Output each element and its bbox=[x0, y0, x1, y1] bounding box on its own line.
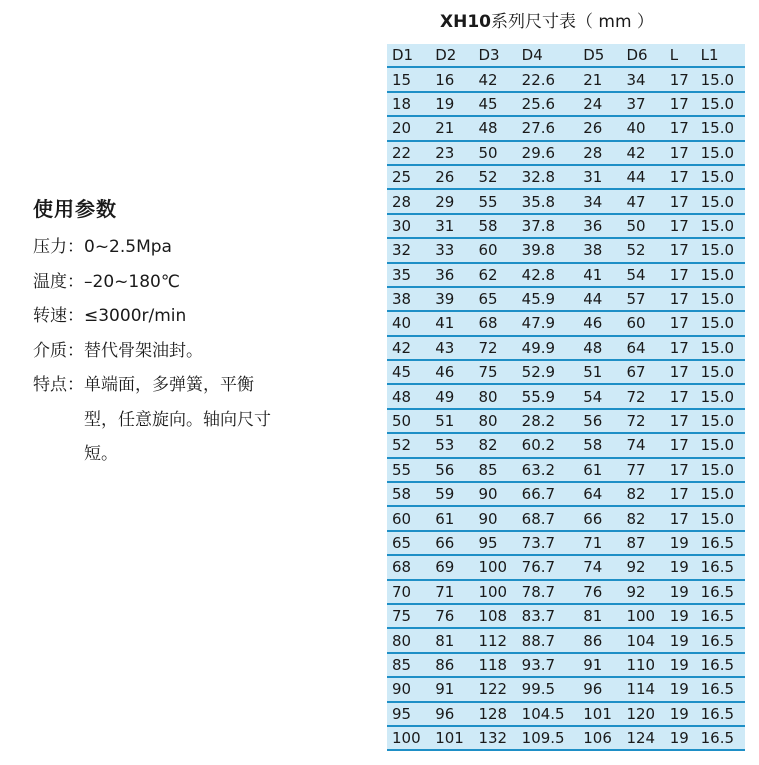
table-cell-d3: 80 bbox=[473, 384, 516, 408]
table-cell-d1: 38 bbox=[387, 287, 430, 311]
column-header-d6: D6 bbox=[621, 44, 664, 67]
table-cell-l: 19 bbox=[665, 604, 696, 628]
table-cell-l: 17 bbox=[665, 238, 696, 262]
table-cell-d3: 82 bbox=[473, 433, 516, 457]
table-cell-d4: 73.7 bbox=[517, 531, 579, 555]
column-header-l1: L1 bbox=[696, 44, 745, 67]
table-row bbox=[387, 165, 745, 189]
table-cell-d3: 50 bbox=[473, 141, 516, 165]
param-speed bbox=[33, 299, 353, 334]
table-cell-d2: 29 bbox=[430, 189, 473, 213]
table-cell-d5: 76 bbox=[578, 580, 621, 604]
table-cell-l: 17 bbox=[665, 360, 696, 384]
table-row bbox=[387, 677, 745, 701]
table-body bbox=[387, 67, 745, 750]
table-cell-d1: 60 bbox=[387, 506, 430, 530]
table-row bbox=[387, 702, 745, 726]
table-cell-l: 17 bbox=[665, 287, 696, 311]
table-cell-l: 19 bbox=[665, 628, 696, 652]
table-cell-d6: 54 bbox=[621, 263, 664, 287]
dimension-table bbox=[387, 44, 745, 751]
table-cell-l: 19 bbox=[665, 677, 696, 701]
table-row bbox=[387, 214, 745, 238]
table-cell-l1: 15.0 bbox=[696, 214, 745, 238]
table-cell-d1: 95 bbox=[387, 702, 430, 726]
table-cell-d5: 24 bbox=[578, 92, 621, 116]
table-cell-d5: 26 bbox=[578, 116, 621, 140]
table-cell-l: 19 bbox=[665, 702, 696, 726]
table-cell-l1: 15.0 bbox=[696, 336, 745, 360]
table-cell-d5: 54 bbox=[578, 384, 621, 408]
table-cell-d2: 101 bbox=[430, 726, 473, 750]
column-header-l: L bbox=[665, 44, 696, 67]
table-cell-l1: 15.0 bbox=[696, 141, 745, 165]
table-cell-d4: 25.6 bbox=[517, 92, 579, 116]
param-temperature bbox=[33, 265, 353, 300]
table-cell-d2: 21 bbox=[430, 116, 473, 140]
table-cell-d3: 132 bbox=[473, 726, 516, 750]
table-cell-l: 19 bbox=[665, 555, 696, 579]
table-cell-d4: 49.9 bbox=[517, 336, 579, 360]
table-cell-d1: 20 bbox=[387, 116, 430, 140]
table-cell-l: 19 bbox=[665, 580, 696, 604]
table-cell-d1: 25 bbox=[387, 165, 430, 189]
table-cell-l1: 15.0 bbox=[696, 360, 745, 384]
table-cell-d2: 81 bbox=[430, 628, 473, 652]
table-cell-l: 17 bbox=[665, 433, 696, 457]
table-cell-l: 17 bbox=[665, 263, 696, 287]
table-cell-d5: 64 bbox=[578, 482, 621, 506]
table-cell-d1: 15 bbox=[387, 67, 430, 91]
table-cell-l1: 15.0 bbox=[696, 116, 745, 140]
table-cell-d5: 48 bbox=[578, 336, 621, 360]
table-cell-d6: 100 bbox=[621, 604, 664, 628]
table-cell-d6: 57 bbox=[621, 287, 664, 311]
table-cell-d5: 38 bbox=[578, 238, 621, 262]
table-cell-d3: 60 bbox=[473, 238, 516, 262]
table-row bbox=[387, 506, 745, 530]
table-cell-l1: 15.0 bbox=[696, 92, 745, 116]
usage-params-list bbox=[33, 230, 353, 472]
table-cell-l1: 15.0 bbox=[696, 384, 745, 408]
table-cell-l: 19 bbox=[665, 726, 696, 750]
param-label: 温度： bbox=[33, 271, 84, 292]
table-cell-d3: 108 bbox=[473, 604, 516, 628]
table-cell-l1: 15.0 bbox=[696, 433, 745, 457]
table-cell-d6: 42 bbox=[621, 141, 664, 165]
column-header-d2: D2 bbox=[430, 44, 473, 67]
table-cell-d2: 36 bbox=[430, 263, 473, 287]
table-cell-d6: 82 bbox=[621, 482, 664, 506]
table-row bbox=[387, 482, 745, 506]
table-cell-d2: 53 bbox=[430, 433, 473, 457]
table-cell-l1: 15.0 bbox=[696, 311, 745, 335]
table-cell-d4: 60.2 bbox=[517, 433, 579, 457]
table-cell-d3: 45 bbox=[473, 92, 516, 116]
table-cell-l: 17 bbox=[665, 409, 696, 433]
table-cell-d6: 92 bbox=[621, 580, 664, 604]
table-cell-d1: 75 bbox=[387, 604, 430, 628]
table-cell-d6: 92 bbox=[621, 555, 664, 579]
table-row bbox=[387, 458, 745, 482]
table-cell-d1: 65 bbox=[387, 531, 430, 555]
table-cell-d1: 32 bbox=[387, 238, 430, 262]
table-cell-d3: 75 bbox=[473, 360, 516, 384]
table-cell-d1: 55 bbox=[387, 458, 430, 482]
table-cell-d3: 90 bbox=[473, 506, 516, 530]
table-cell-d1: 100 bbox=[387, 726, 430, 750]
param-value: ≤3000r/min bbox=[84, 306, 187, 326]
table-cell-d1: 68 bbox=[387, 555, 430, 579]
table-cell-d2: 19 bbox=[430, 92, 473, 116]
table-cell-d1: 52 bbox=[387, 433, 430, 457]
table-cell-d4: 66.7 bbox=[517, 482, 579, 506]
table-cell-d1: 42 bbox=[387, 336, 430, 360]
table-cell-d5: 81 bbox=[578, 604, 621, 628]
table-cell-l1: 16.5 bbox=[696, 531, 745, 555]
usage-params-title: 使用参数 bbox=[33, 197, 117, 221]
table-cell-d4: 109.5 bbox=[517, 726, 579, 750]
param-value: 0~2.5Mpa bbox=[84, 237, 172, 257]
table-row bbox=[387, 360, 745, 384]
table-cell-l1: 15.0 bbox=[696, 482, 745, 506]
table-row bbox=[387, 433, 745, 457]
table-title bbox=[440, 7, 654, 32]
table-cell-d6: 34 bbox=[621, 67, 664, 91]
table-cell-l1: 16.5 bbox=[696, 653, 745, 677]
table-cell-d6: 110 bbox=[621, 653, 664, 677]
table-cell-l: 17 bbox=[665, 336, 696, 360]
table-cell-d5: 71 bbox=[578, 531, 621, 555]
column-header-d4: D4 bbox=[517, 44, 579, 67]
table-cell-d6: 60 bbox=[621, 311, 664, 335]
table-cell-d4: 28.2 bbox=[517, 409, 579, 433]
table-cell-d5: 56 bbox=[578, 409, 621, 433]
param-value: –20~180℃ bbox=[84, 271, 180, 292]
column-header-d5: D5 bbox=[578, 44, 621, 67]
table-cell-d5: 61 bbox=[578, 458, 621, 482]
table-cell-d3: 112 bbox=[473, 628, 516, 652]
usage-params-section bbox=[33, 193, 353, 472]
table-cell-d5: 21 bbox=[578, 67, 621, 91]
table-cell-d1: 48 bbox=[387, 384, 430, 408]
table-cell-l1: 16.5 bbox=[696, 677, 745, 701]
table-cell-d5: 41 bbox=[578, 263, 621, 287]
table-cell-d6: 67 bbox=[621, 360, 664, 384]
table-row bbox=[387, 141, 745, 165]
table-cell-d6: 104 bbox=[621, 628, 664, 652]
table-cell-d1: 85 bbox=[387, 653, 430, 677]
param-features bbox=[33, 368, 353, 472]
table-row bbox=[387, 311, 745, 335]
param-value: 单端面，多弹簧，平衡型，任意旋向。轴向尺寸短。 bbox=[84, 375, 271, 464]
table-cell-d2: 43 bbox=[430, 336, 473, 360]
table-cell-d6: 120 bbox=[621, 702, 664, 726]
table-cell-d5: 66 bbox=[578, 506, 621, 530]
table-cell-d3: 95 bbox=[473, 531, 516, 555]
table-cell-d6: 124 bbox=[621, 726, 664, 750]
table-cell-d1: 58 bbox=[387, 482, 430, 506]
table-title-rest: 系列尺寸表（ mm ） bbox=[491, 12, 654, 32]
table-cell-d2: 23 bbox=[430, 141, 473, 165]
table-cell-l: 17 bbox=[665, 141, 696, 165]
table-cell-d4: 29.6 bbox=[517, 141, 579, 165]
table-cell-d3: 62 bbox=[473, 263, 516, 287]
table-cell-d4: 42.8 bbox=[517, 263, 579, 287]
table-cell-d2: 69 bbox=[430, 555, 473, 579]
table-cell-d6: 74 bbox=[621, 433, 664, 457]
table-cell-d3: 55 bbox=[473, 189, 516, 213]
table-cell-d5: 106 bbox=[578, 726, 621, 750]
table-cell-d2: 76 bbox=[430, 604, 473, 628]
param-pressure bbox=[33, 230, 353, 265]
table-cell-l: 17 bbox=[665, 92, 696, 116]
table-cell-d3: 90 bbox=[473, 482, 516, 506]
table-cell-d4: 68.7 bbox=[517, 506, 579, 530]
table-cell-d4: 78.7 bbox=[517, 580, 579, 604]
table-cell-d4: 37.8 bbox=[517, 214, 579, 238]
table-cell-d1: 18 bbox=[387, 92, 430, 116]
param-value: 替代骨架油封。 bbox=[84, 340, 203, 361]
table-cell-d2: 59 bbox=[430, 482, 473, 506]
table-row bbox=[387, 189, 745, 213]
table-cell-l: 17 bbox=[665, 189, 696, 213]
table-cell-l: 17 bbox=[665, 214, 696, 238]
table-cell-d6: 40 bbox=[621, 116, 664, 140]
table-cell-d6: 72 bbox=[621, 409, 664, 433]
table-cell-d2: 26 bbox=[430, 165, 473, 189]
table-cell-d4: 76.7 bbox=[517, 555, 579, 579]
table-row bbox=[387, 653, 745, 677]
table-cell-d2: 16 bbox=[430, 67, 473, 91]
table-cell-d4: 93.7 bbox=[517, 653, 579, 677]
table-cell-d2: 86 bbox=[430, 653, 473, 677]
table-cell-d4: 47.9 bbox=[517, 311, 579, 335]
table-cell-d3: 85 bbox=[473, 458, 516, 482]
table-cell-l1: 15.0 bbox=[696, 67, 745, 91]
table-cell-d6: 87 bbox=[621, 531, 664, 555]
table-cell-d5: 28 bbox=[578, 141, 621, 165]
table-cell-d2: 66 bbox=[430, 531, 473, 555]
table-row bbox=[387, 580, 745, 604]
table-row bbox=[387, 336, 745, 360]
table-row bbox=[387, 287, 745, 311]
table-cell-d2: 71 bbox=[430, 580, 473, 604]
table-cell-d1: 80 bbox=[387, 628, 430, 652]
table-cell-d6: 72 bbox=[621, 384, 664, 408]
table-cell-l: 17 bbox=[665, 482, 696, 506]
table-cell-d5: 51 bbox=[578, 360, 621, 384]
table-cell-d3: 100 bbox=[473, 555, 516, 579]
table-header-row bbox=[387, 44, 745, 67]
table-row bbox=[387, 67, 745, 91]
table-cell-d1: 28 bbox=[387, 189, 430, 213]
table-cell-d6: 52 bbox=[621, 238, 664, 262]
table-cell-d2: 33 bbox=[430, 238, 473, 262]
table-cell-d6: 82 bbox=[621, 506, 664, 530]
table-cell-d2: 39 bbox=[430, 287, 473, 311]
table-cell-d5: 96 bbox=[578, 677, 621, 701]
table-cell-d2: 49 bbox=[430, 384, 473, 408]
table-cell-d4: 99.5 bbox=[517, 677, 579, 701]
table-cell-l1: 15.0 bbox=[696, 458, 745, 482]
table-cell-d5: 86 bbox=[578, 628, 621, 652]
table-cell-d6: 50 bbox=[621, 214, 664, 238]
table-cell-d6: 44 bbox=[621, 165, 664, 189]
table-cell-d3: 80 bbox=[473, 409, 516, 433]
column-header-d1: D1 bbox=[387, 44, 430, 67]
table-cell-d6: 64 bbox=[621, 336, 664, 360]
table-cell-d2: 41 bbox=[430, 311, 473, 335]
table-cell-d2: 96 bbox=[430, 702, 473, 726]
param-label: 特点： bbox=[33, 375, 84, 395]
table-cell-d2: 51 bbox=[430, 409, 473, 433]
table-cell-l: 17 bbox=[665, 506, 696, 530]
table-cell-d5: 36 bbox=[578, 214, 621, 238]
table-row bbox=[387, 409, 745, 433]
table-row bbox=[387, 628, 745, 652]
table-cell-l1: 15.0 bbox=[696, 263, 745, 287]
table-cell-l: 17 bbox=[665, 116, 696, 140]
table-title-series: XH10 bbox=[440, 12, 491, 32]
table-cell-l1: 16.5 bbox=[696, 555, 745, 579]
table-cell-d3: 65 bbox=[473, 287, 516, 311]
table-row bbox=[387, 726, 745, 750]
table-cell-l1: 16.5 bbox=[696, 726, 745, 750]
table-cell-d4: 83.7 bbox=[517, 604, 579, 628]
table-cell-d1: 30 bbox=[387, 214, 430, 238]
table-cell-d1: 22 bbox=[387, 141, 430, 165]
table-cell-l: 19 bbox=[665, 653, 696, 677]
table-cell-d2: 46 bbox=[430, 360, 473, 384]
table-row bbox=[387, 555, 745, 579]
table-cell-d5: 58 bbox=[578, 433, 621, 457]
param-medium bbox=[33, 334, 353, 369]
table-cell-l1: 15.0 bbox=[696, 189, 745, 213]
table-cell-d3: 68 bbox=[473, 311, 516, 335]
table-cell-d4: 88.7 bbox=[517, 628, 579, 652]
table-cell-l1: 16.5 bbox=[696, 604, 745, 628]
table-cell-d6: 114 bbox=[621, 677, 664, 701]
table-cell-d3: 48 bbox=[473, 116, 516, 140]
table-row bbox=[387, 116, 745, 140]
table-cell-d5: 31 bbox=[578, 165, 621, 189]
table-cell-l1: 16.5 bbox=[696, 628, 745, 652]
table-cell-d4: 45.9 bbox=[517, 287, 579, 311]
table-cell-l: 17 bbox=[665, 458, 696, 482]
table-cell-d5: 101 bbox=[578, 702, 621, 726]
table-cell-d3: 118 bbox=[473, 653, 516, 677]
column-header-d3: D3 bbox=[473, 44, 516, 67]
table-cell-d1: 40 bbox=[387, 311, 430, 335]
table-cell-d5: 46 bbox=[578, 311, 621, 335]
table-cell-d6: 37 bbox=[621, 92, 664, 116]
param-label: 介质： bbox=[33, 340, 84, 361]
table-cell-d5: 34 bbox=[578, 189, 621, 213]
table-cell-l1: 15.0 bbox=[696, 165, 745, 189]
table-cell-d6: 77 bbox=[621, 458, 664, 482]
param-label: 压力： bbox=[33, 237, 84, 257]
table-cell-l: 17 bbox=[665, 165, 696, 189]
table-cell-d3: 100 bbox=[473, 580, 516, 604]
table-row bbox=[387, 604, 745, 628]
table-cell-d3: 128 bbox=[473, 702, 516, 726]
table-cell-d3: 42 bbox=[473, 67, 516, 91]
table-cell-d5: 74 bbox=[578, 555, 621, 579]
table-cell-d3: 72 bbox=[473, 336, 516, 360]
table-cell-d1: 35 bbox=[387, 263, 430, 287]
table-cell-d3: 122 bbox=[473, 677, 516, 701]
table-cell-d4: 55.9 bbox=[517, 384, 579, 408]
table-cell-l1: 16.5 bbox=[696, 702, 745, 726]
table-row bbox=[387, 238, 745, 262]
table-cell-l1: 15.0 bbox=[696, 506, 745, 530]
table-cell-d6: 47 bbox=[621, 189, 664, 213]
table-cell-l1: 15.0 bbox=[696, 287, 745, 311]
table-cell-d1: 45 bbox=[387, 360, 430, 384]
table-cell-d4: 63.2 bbox=[517, 458, 579, 482]
table-cell-d4: 32.8 bbox=[517, 165, 579, 189]
table-cell-d2: 56 bbox=[430, 458, 473, 482]
table-cell-d4: 35.8 bbox=[517, 189, 579, 213]
table-cell-d2: 61 bbox=[430, 506, 473, 530]
table-cell-d1: 50 bbox=[387, 409, 430, 433]
table-row bbox=[387, 92, 745, 116]
table-cell-l1: 15.0 bbox=[696, 238, 745, 262]
table-cell-l1: 16.5 bbox=[696, 580, 745, 604]
table-cell-d2: 31 bbox=[430, 214, 473, 238]
table-cell-d4: 104.5 bbox=[517, 702, 579, 726]
table-cell-d4: 27.6 bbox=[517, 116, 579, 140]
table-cell-l1: 15.0 bbox=[696, 409, 745, 433]
table-cell-d4: 39.8 bbox=[517, 238, 579, 262]
table-cell-d5: 44 bbox=[578, 287, 621, 311]
table-header bbox=[387, 44, 745, 67]
table-cell-l: 17 bbox=[665, 384, 696, 408]
table-cell-d5: 91 bbox=[578, 653, 621, 677]
table-row bbox=[387, 384, 745, 408]
table-cell-d2: 91 bbox=[430, 677, 473, 701]
table-cell-d3: 58 bbox=[473, 214, 516, 238]
table-cell-d1: 90 bbox=[387, 677, 430, 701]
table-cell-d4: 22.6 bbox=[517, 67, 579, 91]
param-label: 转速： bbox=[33, 306, 84, 326]
table-cell-d4: 52.9 bbox=[517, 360, 579, 384]
table-cell-d1: 70 bbox=[387, 580, 430, 604]
table-cell-l: 17 bbox=[665, 67, 696, 91]
table-cell-l: 17 bbox=[665, 311, 696, 335]
table-row bbox=[387, 531, 745, 555]
table-cell-d3: 52 bbox=[473, 165, 516, 189]
table-cell-l: 19 bbox=[665, 531, 696, 555]
table-row bbox=[387, 263, 745, 287]
